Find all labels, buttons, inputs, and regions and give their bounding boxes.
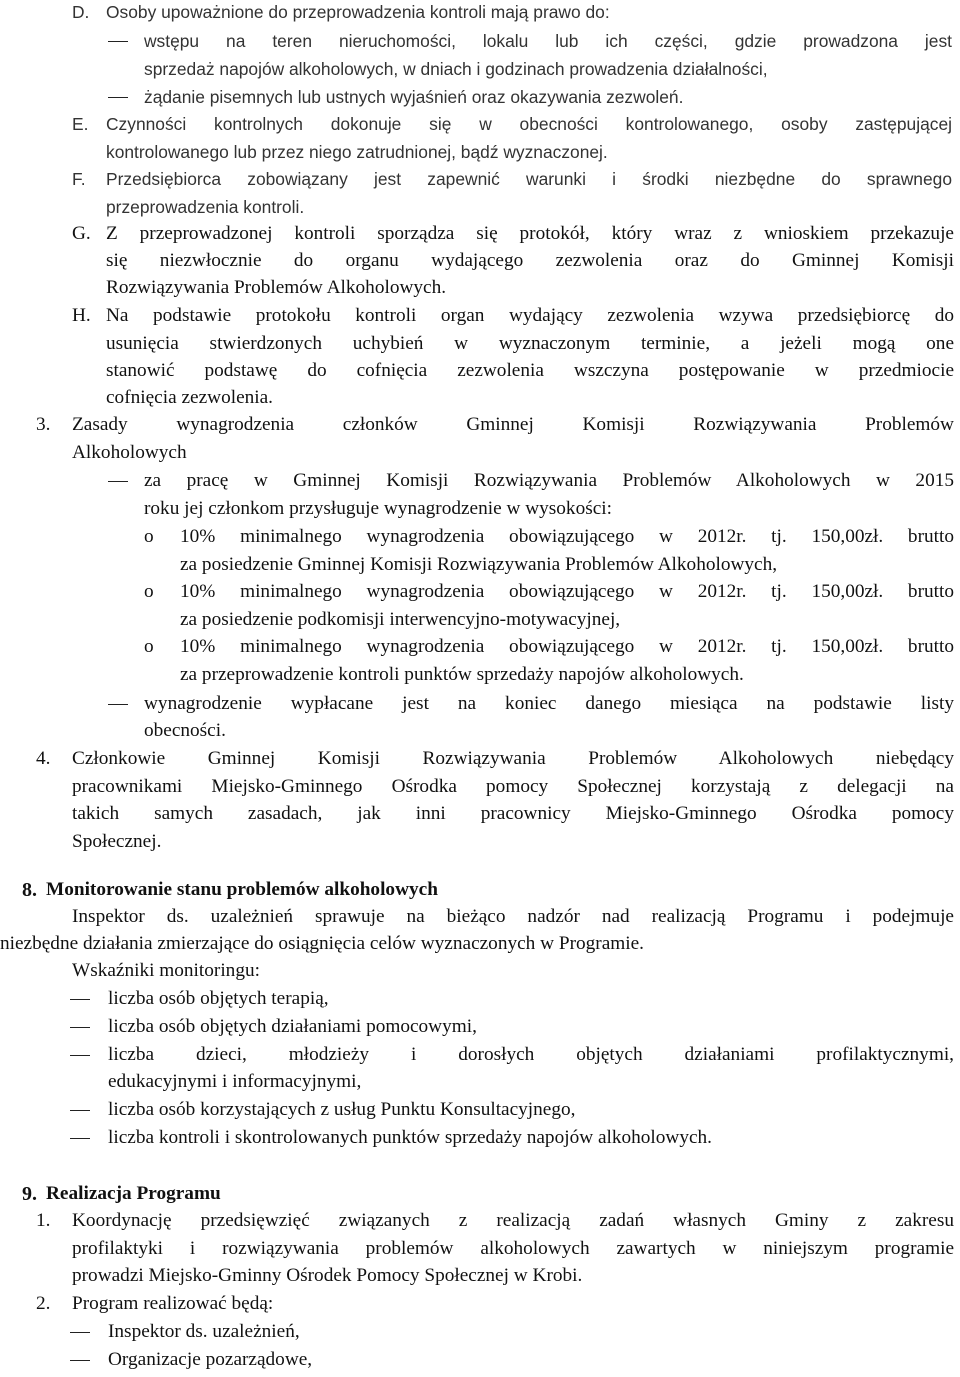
point3-o3-line1: 10% minimalnego wynagrodzenia obowiązującego w 2012r. tj. 150,00zł. brutto (180, 636, 954, 657)
item-d-bullet1-line1: wstępu na teren nieruchomości, lokalu lub ich części, gdzie prowadzona jest (144, 31, 952, 51)
item-d-bullet2: żądanie pisemnych lub ustnych wyjaśnień oraz okazywania zezwoleń. (144, 87, 684, 107)
section9-item1-line3: prowadzi Miejsko-Gminny Ośrodek Pomocy Społecznej w Krobi. (72, 1265, 583, 1286)
dash-bullet (108, 481, 128, 482)
indicator-item: liczba osób objętych działaniami pomocowymi, (108, 1016, 477, 1037)
point3-title-line1: Zasady wynagrodzenia członków Gminnej Komisji Rozwiązywania Problemów (72, 414, 954, 435)
item-d-text: Osoby upoważnione do przeprowadzenia kontroli mają prawo do: (106, 2, 610, 22)
point3-o1-line2: za posiedzenie Gminnej Komisji Rozwiązywania Problemów Alkoholowych, (180, 554, 778, 575)
section8-indicators-label: Wskaźniki monitoringu: (72, 960, 260, 981)
indicator-item: liczba osób korzystających z usług Punktu Konsultacyjnego, (108, 1099, 576, 1120)
point3-dash2-line1: wynagrodzenie wypłacane jest na koniec danego miesiąca na podstawie listy (144, 693, 954, 714)
point4-line4: Społecznej. (72, 831, 162, 852)
point4-line1: Członkowie Gminnej Komisji Rozwiązywania Problemów Alkoholowych niebędący (72, 748, 954, 769)
dash-bullet (70, 1138, 90, 1139)
point3-title-line2: Alkoholowych (72, 442, 187, 463)
point3-o1-line1: 10% minimalnego wynagrodzenia obowiązującego w 2012r. tj. 150,00zł. brutto (180, 526, 954, 547)
circle-bullet: o (144, 581, 154, 602)
circle-bullet: o (144, 636, 154, 657)
point3-dash2-line2: obecności. (144, 720, 226, 741)
section8-number: 8. (22, 879, 37, 901)
item-h-line4: cofnięcia zezwolenia. (106, 387, 273, 408)
point4-line3: takich samych zasadach, jak inni pracownicy Miejsko-Gminnego Ośrodka pomocy (72, 803, 954, 824)
point3-o2-line1: 10% minimalnego wynagrodzenia obowiązującego w 2012r. tj. 150,00zł. brutto (180, 581, 954, 602)
indicator-item-line2: edukacyjnymi i informacyjnymi, (108, 1071, 362, 1092)
point3-o3-line2: za przeprowadzenie kontroli punktów sprzedaży napojów alkoholowych. (180, 664, 744, 685)
section9-title: Realizacja Programu (46, 1183, 221, 1204)
section9-item1-line1: Koordynację przedsięwzięć związanych z realizacją zadań własnych Gminy z zakresu (72, 1210, 954, 1231)
item-f-label: F. (72, 169, 86, 189)
realizer-item: Organizacje pozarządowe, (108, 1349, 313, 1370)
point3-dash1-line2: roku jej członkom przysługuje wynagrodzenie w wysokości: (144, 498, 612, 519)
realizer-item: Inspektor ds. uzależnień, (108, 1321, 300, 1342)
section8-paragraph-line1: Inspektor ds. uzależnień sprawuje na bieżąco nadzór nad realizacją Programu i podejmuje (72, 906, 954, 927)
item-f-line2: przeprowadzenia kontroli. (106, 197, 305, 217)
circle-bullet: o (144, 526, 154, 547)
dash-bullet (70, 1027, 90, 1028)
item-h-label: H. (72, 305, 91, 326)
dash-bullet (70, 1110, 90, 1111)
item-e-label: E. (72, 114, 89, 134)
section9-item1-number: 1. (36, 1210, 51, 1231)
item-g-label: G. (72, 223, 91, 244)
section9-item2-text: Program realizować będą: (72, 1293, 274, 1314)
indicator-item-line1: liczba dzieci, młodzieży i dorosłych objętych działaniami profilaktycznymi, (108, 1044, 954, 1065)
section9-number: 9. (22, 1183, 37, 1205)
indicator-item: liczba osób objętych terapią, (108, 988, 329, 1009)
item-f-line1: Przedsiębiorca zobowiązany jest zapewnić warunki i środki niezbędne do sprawnego (106, 169, 952, 189)
dash-bullet (108, 97, 128, 98)
item-g-line3: Rozwiązywania Problemów Alkoholowych. (106, 277, 447, 298)
section8-paragraph-line2: niezbędne działania zmierzające do osiągnięcia celów wyznaczonych w Programie. (0, 933, 645, 954)
point3-o2-line2: za posiedzenie podkomisji interwencyjno-motywacyjnej, (180, 609, 621, 630)
point4-line2: pracownikami Miejsko-Gminnego Ośrodka pomocy Społecznej korzystają z delegacji na (72, 776, 954, 797)
dash-bullet (108, 704, 128, 705)
dash-bullet (70, 1332, 90, 1333)
point3-number: 3. (36, 414, 51, 435)
section9-item2-number: 2. (36, 1293, 51, 1314)
item-g-line1: Z przeprowadzonej kontroli sporządza się protokół, który wraz z wnioskiem przekazuje (106, 223, 954, 244)
item-e-line2: kontrolowanego lub przez niego zatrudnionej, bądź wyznaczonej. (106, 142, 608, 162)
point4-number: 4. (36, 748, 51, 769)
dash-bullet (70, 1360, 90, 1361)
dash-bullet (108, 41, 128, 42)
item-d-bullet1-line2: sprzedaż napojów alkoholowych, w dniach i godzinach prowadzenia działalności, (144, 59, 768, 79)
section8-title: Monitorowanie stanu problemów alkoholowych (46, 879, 438, 900)
item-g-line2: się niezwłocznie do organu wydającego zezwolenia oraz do Gminnej Komisji (106, 250, 954, 271)
dash-bullet (70, 999, 90, 1000)
item-e-line1: Czynności kontrolnych dokonuje się w obecności kontrolowanego, osoby zastępującej (106, 114, 952, 134)
section9-item1-line2: profilaktyki i rozwiązywania problemów alkoholowych zawartych w niniejszym programie (72, 1238, 954, 1259)
item-d-label: D. (72, 2, 90, 22)
item-h-line3: stanowić podstawę do cofnięcia zezwolenia wszczyna postępowanie w przedmiocie (106, 360, 954, 381)
indicator-item: liczba kontroli i skontrolowanych punktów sprzedaży napojów alkoholowych. (108, 1127, 713, 1148)
dash-bullet (70, 1055, 90, 1056)
point3-dash1-line1: za pracę w Gminnej Komisji Rozwiązywania Problemów Alkoholowych w 2015 (144, 470, 954, 491)
item-h-line2: usunięcia stwierdzonych uchybień w wyznaczonym terminie, a jeżeli mogą one (106, 333, 954, 354)
item-h-line1: Na podstawie protokołu kontroli organ wydający zezwolenia wzywa przedsiębiorcę do (106, 305, 954, 326)
